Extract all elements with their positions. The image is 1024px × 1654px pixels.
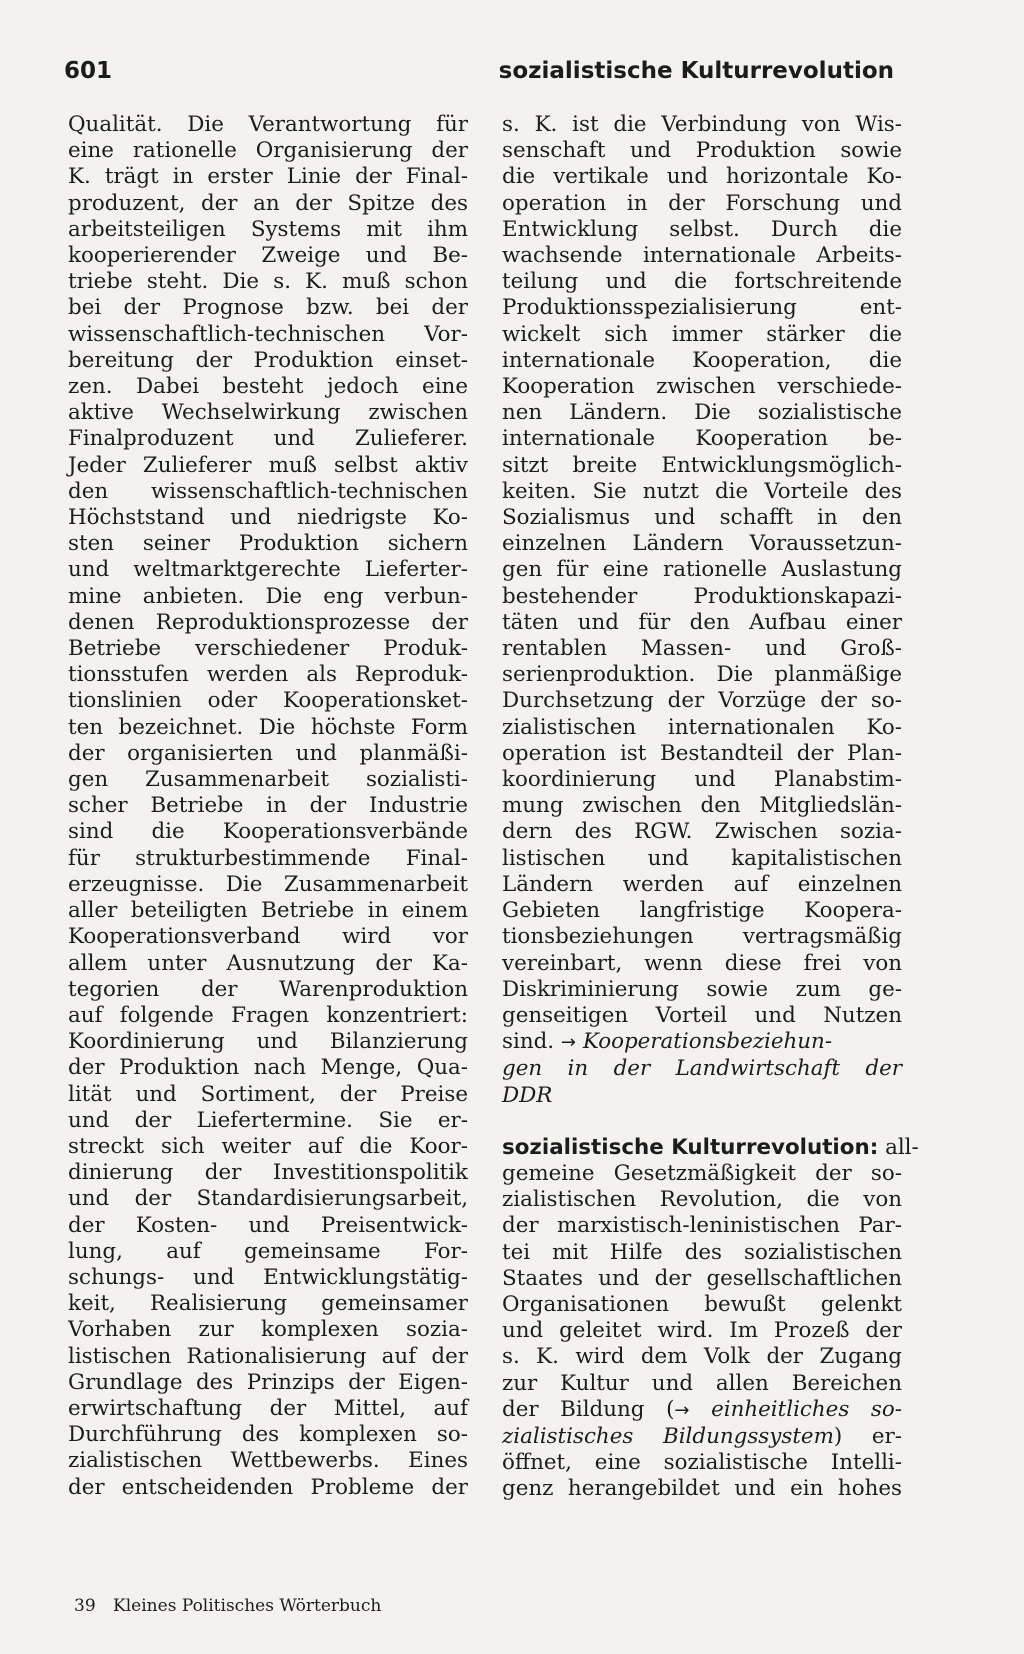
- text-line: Grundlage des Prinzips der Eigen-: [68, 1369, 468, 1395]
- text-line: schungs- und Entwicklungstätig-: [68, 1264, 468, 1290]
- text-line: keit, Realisierung gemeinsamer: [68, 1291, 468, 1317]
- text-line: genz herangebildet und ein hohes: [502, 1476, 902, 1502]
- entry-headword: sozialistische Kulturrevolution:: [502, 1134, 879, 1160]
- text-line: streckt sich weiter auf die Koor-: [68, 1133, 468, 1159]
- entry-body: [502, 1161, 902, 1397]
- text-line: listischen und kapitalistischen: [502, 845, 902, 871]
- page-header: [64, 58, 894, 98]
- cross-reference-link[interactable]: Kooperationsbeziehun-: [582, 1029, 833, 1055]
- text-line: arbeitsteiligen Systems mit ihm: [68, 216, 468, 242]
- right-column-text: [502, 112, 902, 1029]
- cross-reference-link[interactable]: DDR: [502, 1082, 553, 1108]
- text-line: den wissenschaftlich-technischen: [68, 478, 468, 504]
- text-line: der organisierten und planmäßi-: [68, 740, 468, 766]
- text-line: bei der Prognose bzw. bei der: [68, 295, 468, 321]
- text-line: keiten. Sie nutzt die Vorteile des: [502, 478, 902, 504]
- text-line: gen Zusammenarbeit sozialisti-: [68, 767, 468, 793]
- cross-reference-link[interactable]: gen in der Landwirtschaft der: [502, 1056, 902, 1082]
- entry-head-line: [502, 1134, 919, 1161]
- text-line: Kooperationsverband wird vor: [68, 924, 468, 950]
- text-line: erwirtschaftung der Mittel, auf: [68, 1395, 468, 1421]
- text-line: bereitung der Produktion einset-: [68, 347, 468, 373]
- text-line: Betriebe verschiedener Produk-: [68, 636, 468, 662]
- text-line: koordinierung und Planabstim-: [502, 767, 902, 793]
- text-line: und der Standardisierungsarbeit,: [68, 1186, 468, 1212]
- page-footer: [74, 1596, 381, 1616]
- text-line: der Kosten- und Preisentwick-: [68, 1212, 468, 1238]
- text-line: tionsstufen werden als Reproduk-: [68, 662, 468, 688]
- text-line: denen Reproduktionsprozesse der: [68, 609, 468, 635]
- text-line: Sozialismus und schafft in den: [502, 505, 902, 531]
- text-line: internationale Kooperation, die: [502, 347, 902, 373]
- text-line: sitzt breite Entwicklungsmöglich-: [502, 452, 902, 478]
- right-column: [502, 112, 919, 1503]
- text-line: Finalproduzent und Zulieferer.: [68, 426, 468, 452]
- text-line: internationale Kooperation be-: [502, 426, 902, 452]
- text-fragment: sind.: [502, 1029, 555, 1055]
- cross-reference-link[interactable]: einheitliches so-: [711, 1396, 902, 1422]
- text-line: aller beteiligten Betriebe in einem: [68, 898, 468, 924]
- text-line: öffnet, eine sozialistische Intelli-: [502, 1450, 902, 1476]
- text-line: dinierung der Investitionspolitik: [68, 1160, 468, 1186]
- left-column: [68, 112, 468, 1501]
- text-line: und geleitet wird. Im Prozeß der: [502, 1318, 902, 1344]
- text-line: rentablen Massen- und Groß-: [502, 636, 902, 662]
- text-line: Staates und der gesellschaftlichen: [502, 1265, 902, 1291]
- text-line: Vorhaben zur komplexen sozia-: [68, 1317, 468, 1343]
- text-line: Jeder Zulieferer muß selbst aktiv: [68, 452, 468, 478]
- cross-reference-link[interactable]: zialistisches Bildungssystem: [502, 1423, 834, 1449]
- text-fragment: all-: [885, 1134, 919, 1160]
- text-fragment: ) er-: [833, 1423, 902, 1449]
- text-line: zialistischen Revolution, die von: [502, 1187, 902, 1213]
- text-line: Organisationen bewußt gelenkt: [502, 1291, 902, 1317]
- text-line: sten seiner Produktion sichern: [68, 531, 468, 557]
- text-line: serienproduktion. Die planmäßige: [502, 662, 902, 688]
- text-line: zen. Dabei besteht jedoch eine: [68, 374, 468, 400]
- text-line: tionslinien oder Kooperationsket-: [68, 688, 468, 714]
- text-line: Durchsetzung der Vorzüge der so-: [502, 688, 902, 714]
- entry-line-bildung: [502, 1397, 902, 1424]
- text-line: tionsbeziehungen vertragsmäßig: [502, 924, 902, 950]
- text-line: mine anbieten. Die eng verbun-: [68, 583, 468, 609]
- text-line: der marxistisch-leninistischen Par-: [502, 1213, 902, 1239]
- text-line: für strukturbestimmende Final-: [68, 845, 468, 871]
- entry-body-tail: [502, 1450, 902, 1502]
- text-line: allem unter Ausnutzung der Ka-: [68, 950, 468, 976]
- text-line: gemeine Gesetzmäßigkeit der so-: [502, 1160, 902, 1186]
- text-line: bestehender Produktionskapazi-: [502, 583, 902, 609]
- text-line: lung, auf gemeinsame For-: [68, 1238, 468, 1264]
- text-line: Produktionsspezialisierung ent-: [502, 295, 902, 321]
- text-line: genseitigen Vorteil und Nutzen: [502, 1002, 902, 1028]
- text-line: operation in der Forschung und: [502, 190, 902, 216]
- text-line: operation ist Bestandteil der Plan-: [502, 740, 902, 766]
- text-line: Entwicklung selbst. Durch die: [502, 216, 902, 242]
- text-line: wissenschaftlich-technischen Vor-: [68, 321, 468, 347]
- text-line: dern des RGW. Zwischen sozia-: [502, 819, 902, 845]
- text-line: nen Ländern. Die sozialistische: [502, 400, 902, 426]
- text-line: tei mit Hilfe des sozialistischen: [502, 1239, 902, 1265]
- text-line: produzent, der an der Spitze des: [68, 190, 468, 216]
- page-number: 601: [64, 58, 113, 84]
- text-line: wickelt sich immer stärker die: [502, 321, 902, 347]
- text-line: Ländern werden auf einzelnen: [502, 871, 902, 897]
- text-line: täten und für den Aufbau einer: [502, 609, 902, 635]
- text-line: triebe steht. Die s. K. muß schon: [68, 269, 468, 295]
- text-line: aktive Wechselwirkung zwischen: [68, 400, 468, 426]
- entry-separator: [502, 1109, 902, 1135]
- arrow-icon: →: [560, 1032, 576, 1054]
- text-line: der entscheidenden Probleme der: [68, 1474, 468, 1500]
- text-line: und weltmarktgerechte Lieferter-: [68, 557, 468, 583]
- book-title: Kleines Politisches Wörterbuch: [113, 1596, 382, 1616]
- text-fragment: der Bildung (: [502, 1396, 675, 1422]
- text-line: kooperierender Zweige und Be-: [68, 243, 468, 269]
- text-line: Höchststand und niedrigste Ko-: [68, 505, 468, 531]
- text-line: der Produktion nach Menge, Qua-: [68, 1055, 468, 1081]
- running-head: sozialistische Kulturrevolution: [498, 58, 894, 84]
- text-line: zialistischen internationalen Ko-: [502, 714, 902, 740]
- text-line: auf folgende Fragen konzentriert:: [68, 1002, 468, 1028]
- text-line: Kooperation zwischen verschiede-: [502, 374, 902, 400]
- arrow-icon: →: [674, 1399, 690, 1421]
- signature-number: 39: [74, 1596, 96, 1616]
- text-line: Gebieten langfristige Koopera-: [502, 898, 902, 924]
- text-line: die vertikale und horizontale Ko-: [502, 164, 902, 190]
- entry-line-bildung-2: [502, 1424, 902, 1450]
- text-line: eine rationelle Organisierung der: [68, 138, 468, 164]
- text-line: mung zwischen den Mitgliedslän-: [502, 793, 902, 819]
- text-line: s. K. wird dem Volk der Zugang: [502, 1344, 902, 1370]
- text-line: Diskriminierung sowie zum ge-: [502, 976, 902, 1002]
- text-line: sind die Kooperationsverbände: [68, 819, 468, 845]
- text-line: vereinbart, wenn diese frei von: [502, 950, 902, 976]
- text-line: teilung und die fortschreitende: [502, 269, 902, 295]
- text-line: und der Liefertermine. Sie er-: [68, 1107, 468, 1133]
- text-line: Durchführung des komplexen so-: [68, 1422, 468, 1448]
- text-line: Koordinierung und Bilanzierung: [68, 1029, 468, 1055]
- text-line: zur Kultur und allen Bereichen: [502, 1370, 902, 1396]
- cross-reference: [502, 1029, 902, 1056]
- text-line: zialistischen Wettbewerbs. Eines: [68, 1448, 468, 1474]
- text-line: listischen Rationalisierung auf der: [68, 1343, 468, 1369]
- text-line: erzeugnisse. Die Zusammenarbeit: [68, 871, 468, 897]
- text-line: gen für eine rationelle Auslastung: [502, 557, 902, 583]
- text-line: senschaft und Produktion sowie: [502, 138, 902, 164]
- text-line: einzelnen Ländern Voraussetzun-: [502, 531, 902, 557]
- text-line: tegorien der Warenproduktion: [68, 976, 468, 1002]
- text-line: K. trägt in erster Linie der Final-: [68, 164, 468, 190]
- text-line: scher Betriebe in der Industrie: [68, 793, 468, 819]
- text-line: wachsende internationale Arbeits-: [502, 243, 902, 269]
- text-line: lität und Sortiment, der Preise: [68, 1081, 468, 1107]
- text-line: s. K. ist die Verbindung von Wis-: [502, 112, 902, 137]
- text-line: Qualität. Die Verantwortung für: [68, 112, 468, 137]
- text-line: ten bezeichnet. Die höchste Form: [68, 714, 468, 740]
